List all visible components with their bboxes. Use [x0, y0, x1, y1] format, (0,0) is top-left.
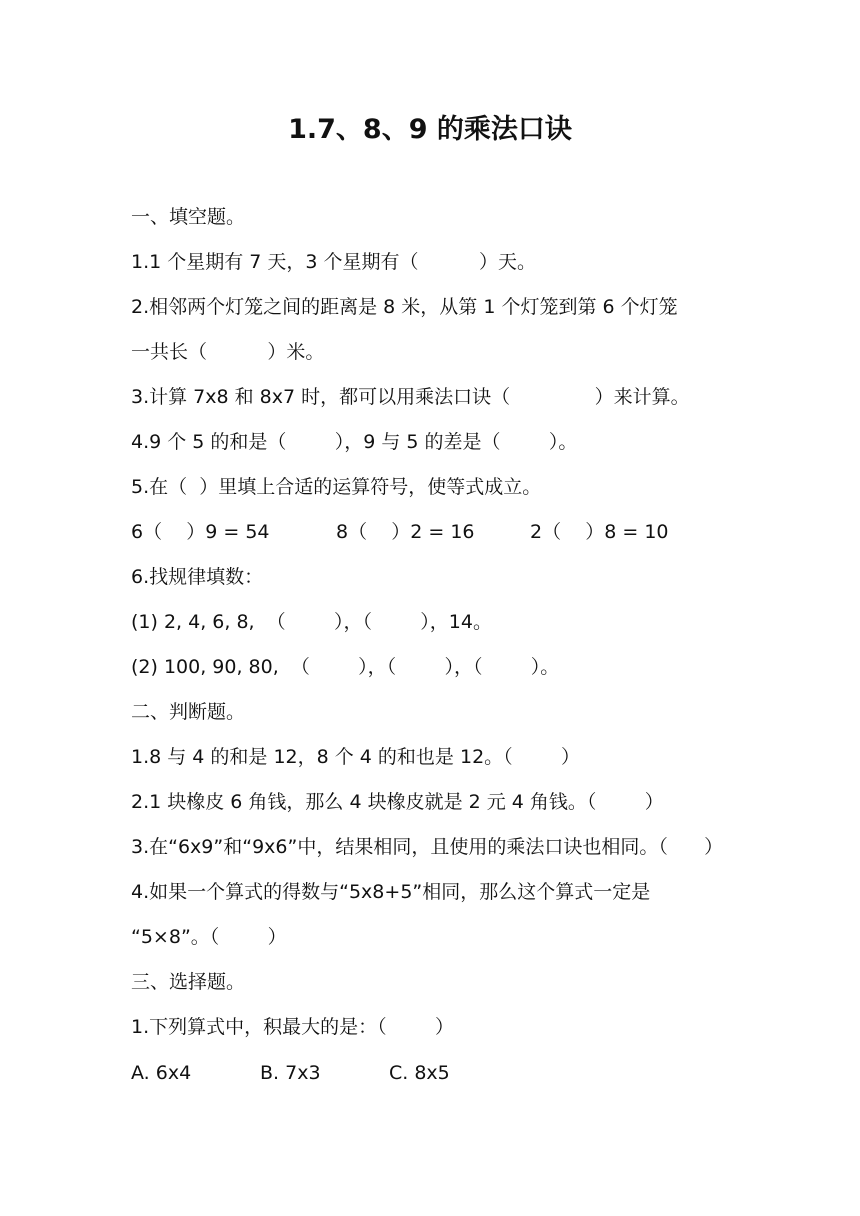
- multiple-choice-question-1: 1.下列算式中，积最大的是：（ ）: [131, 1016, 454, 1038]
- fill-blank-question-1: 1.1 个星期有 7 天，3 个星期有（ ）天。: [131, 251, 536, 273]
- equation-item: 8（ ）2 = 16: [336, 521, 475, 543]
- fill-blank-question-4: 4.9 个 5 的和是（ ），9 与 5 的差是（ ）。: [131, 431, 578, 453]
- fill-blank-question-5: 5.在（ ）里填上合适的运算符号，使等式成立。: [131, 476, 542, 498]
- true-false-question-4-line-2: “5×8”。（ ）: [131, 926, 287, 948]
- choice-option-b: B. 7x3: [260, 1062, 321, 1084]
- choice-option-a: A. 6x4: [131, 1062, 192, 1084]
- pattern-question-2: (2) 100, 90, 80, （ ），（ ），（ ）。: [131, 656, 560, 678]
- equation-item: 2（ ）8 = 10: [530, 521, 669, 543]
- section-fill-blank-heading: 一、填空题。: [131, 206, 246, 228]
- section-multiple-choice-heading: 三、选择题。: [131, 971, 246, 993]
- equation-item: 6（ ）9 = 54: [131, 521, 270, 543]
- fill-blank-question-2-line-1: 2.相邻两个灯笼之间的距离是 8 米，从第 1 个灯笼到第 6 个灯笼: [131, 296, 678, 318]
- choice-option-c: C. 8x5: [389, 1062, 450, 1084]
- true-false-question-4-line-1: 4.如果一个算式的得数与“5x8+5”相同，那么这个算式一定是: [131, 881, 651, 903]
- section-true-false-heading: 二、判断题。: [131, 701, 246, 723]
- fill-blank-question-3: 3.计算 7x8 和 8x7 时，都可以用乘法口诀（ ）来计算。: [131, 386, 690, 408]
- fill-blank-question-6: 6.找规律填数：: [131, 566, 264, 588]
- fill-blank-question-2-line-2: 一共长（ ）米。: [131, 341, 325, 363]
- document-title: 1.7、8、9 的乘法口诀: [288, 114, 572, 145]
- true-false-question-3: 3.在“6x9”和“9x6”中，结果相同，且使用的乘法口诀也相同。（ ）: [131, 836, 724, 858]
- pattern-question-1: (1) 2, 4, 6, 8, （ ），（ ），14。: [131, 611, 492, 633]
- true-false-question-1: 1.8 与 4 的和是 12，8 个 4 的和也是 12。（ ）: [131, 746, 580, 768]
- true-false-question-2: 2.1 块橡皮 6 角钱，那么 4 块橡皮就是 2 元 4 角钱。（ ）: [131, 791, 664, 813]
